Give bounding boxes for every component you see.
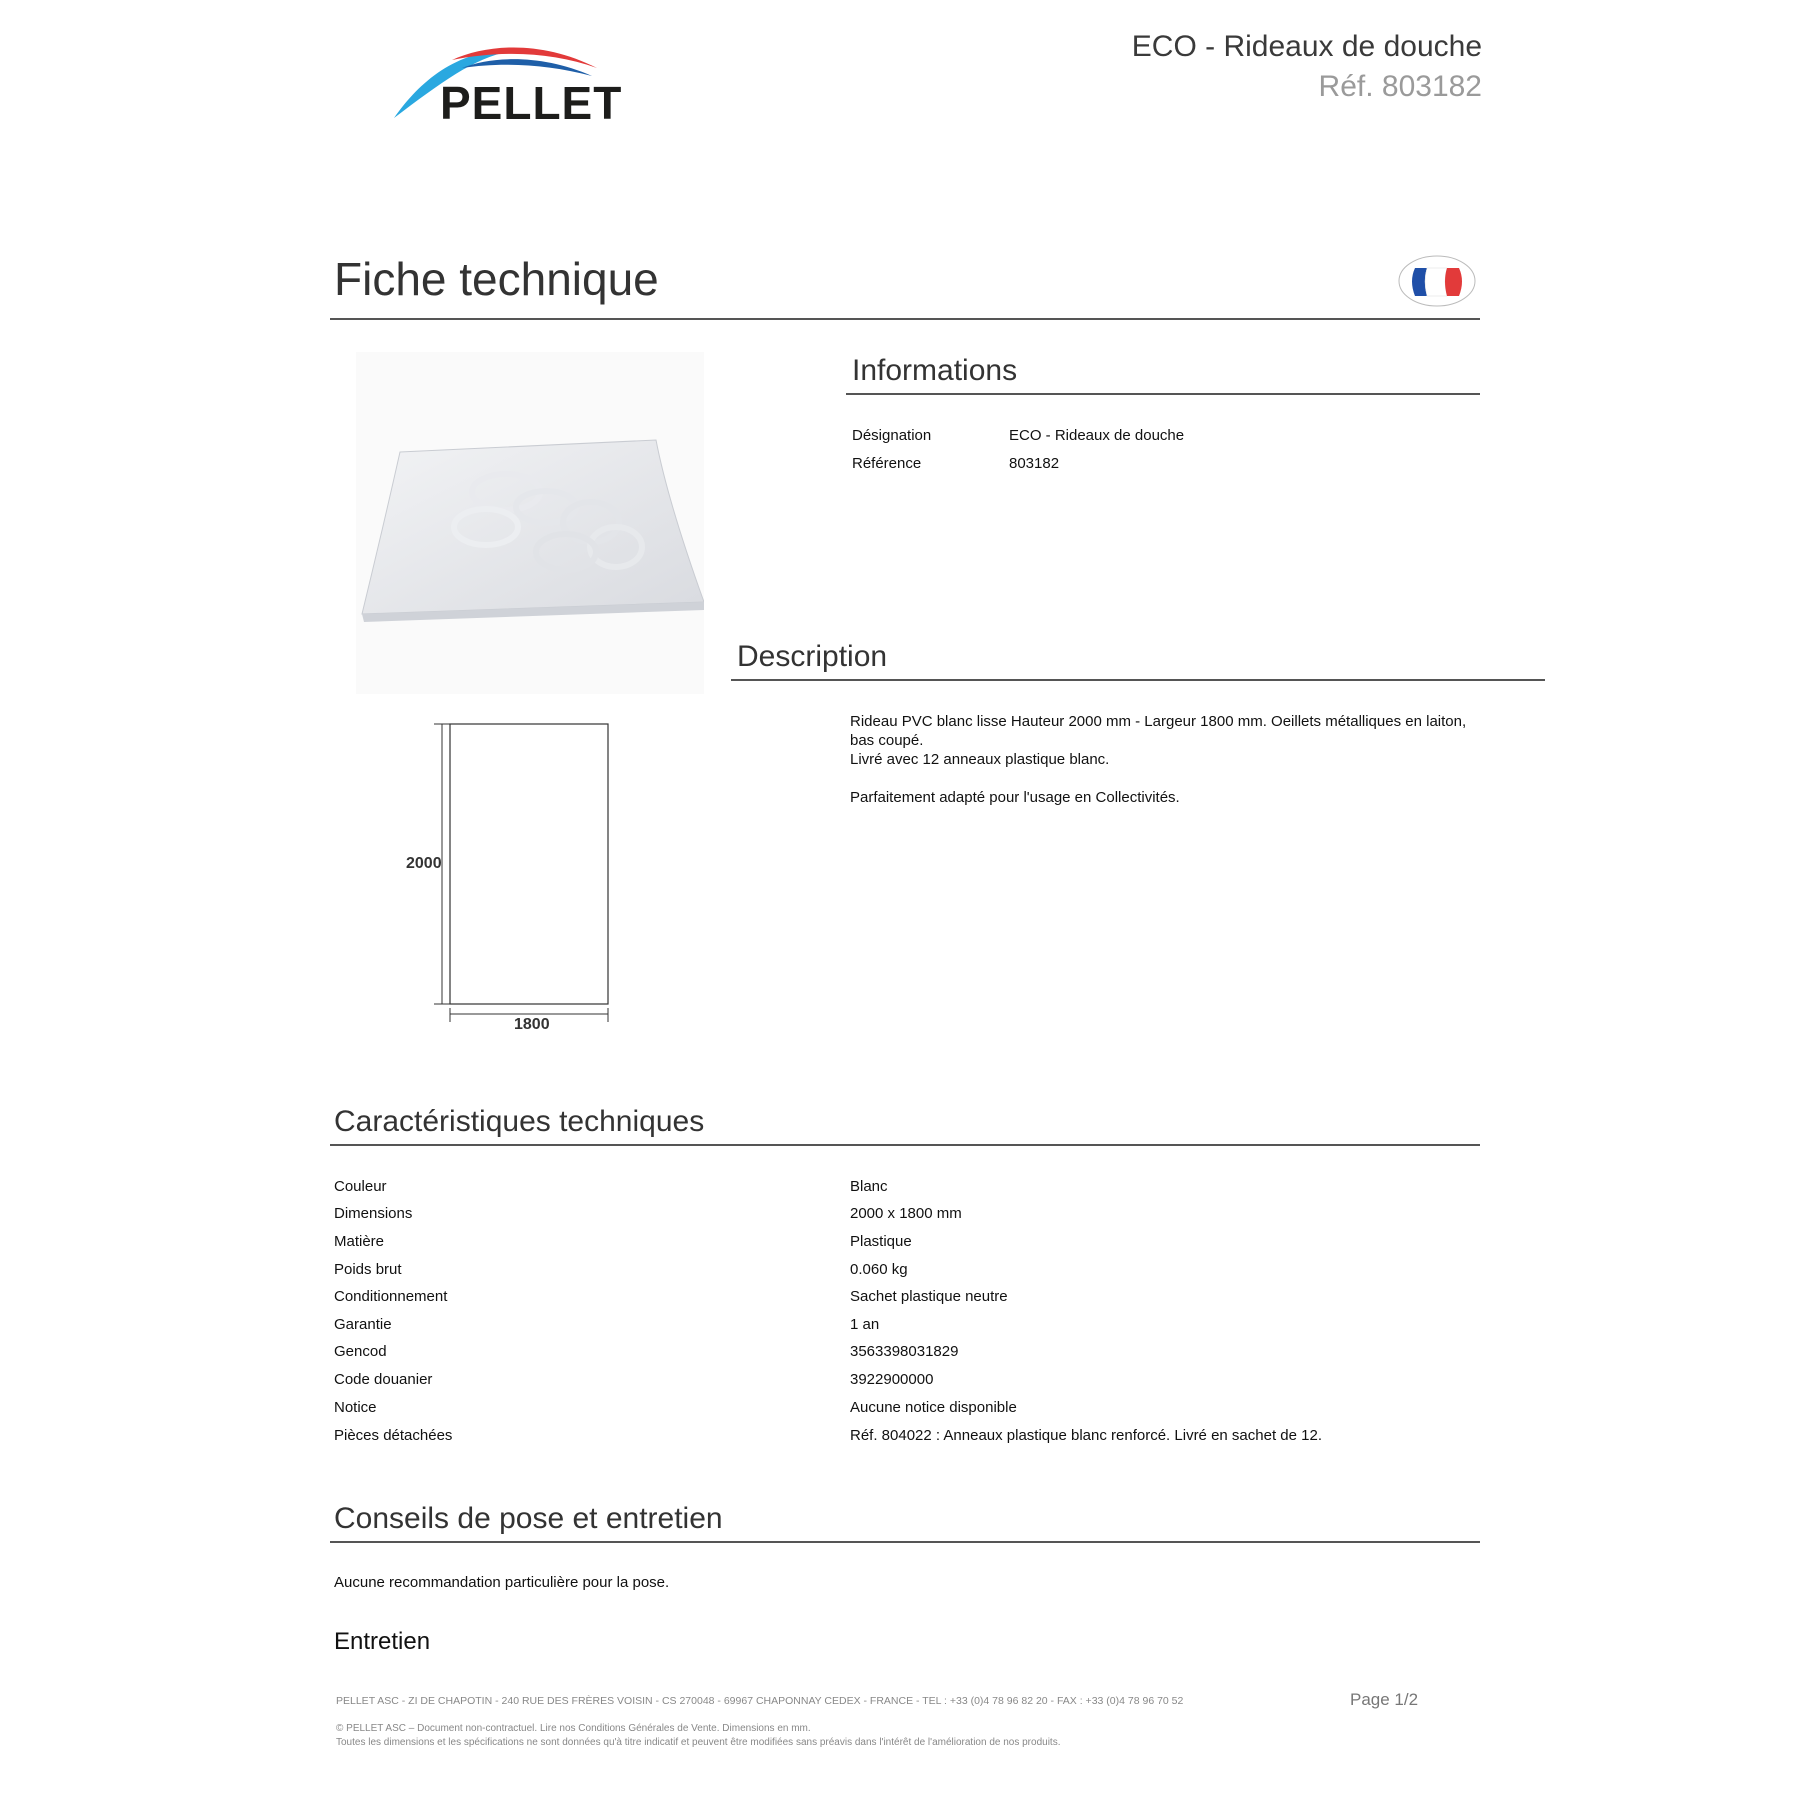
shower-curtain-image <box>356 352 704 694</box>
tech-label: Dimensions <box>334 1205 413 1222</box>
tech-value: 1 an <box>850 1316 880 1333</box>
info-label-reference: Référence <box>852 455 922 472</box>
tech-value: 0.060 kg <box>850 1261 908 1278</box>
tech-label: Matière <box>334 1233 385 1250</box>
description-line: Parfaitement adapté pour l'usage en Collectivités. <box>850 789 1180 806</box>
page-title: Fiche technique <box>334 253 659 305</box>
tech-value: Aucune notice disponible <box>850 1399 1017 1416</box>
tech-row <box>334 1288 1484 1308</box>
tech-label: Poids brut <box>334 1261 402 1278</box>
conseils-title: Conseils de pose et entretien <box>334 1502 723 1535</box>
tech-value: 3922900000 <box>850 1371 934 1388</box>
tech-label: Gencod <box>334 1343 387 1360</box>
tech-row <box>334 1427 1484 1447</box>
tech-value: Réf. 804022 : Anneaux plastique blanc renforcé. Livré en sachet de 12. <box>850 1427 1322 1444</box>
fabrication-francaise-badge <box>1397 254 1477 308</box>
title-divider <box>330 318 1480 320</box>
header-product-title: ECO - Rideaux de douche <box>1131 30 1482 63</box>
info-value-designation: ECO - Rideaux de douche <box>1009 427 1185 444</box>
tech-label: Code douanier <box>334 1371 433 1388</box>
width-label: 1800 <box>514 1016 550 1033</box>
tech-value: Blanc <box>850 1178 888 1195</box>
pellet-logo <box>392 38 642 128</box>
informations-divider <box>846 393 1480 395</box>
tech-row <box>334 1205 1484 1225</box>
french-flag-icon <box>1397 254 1477 308</box>
tech-row <box>334 1371 1484 1391</box>
height-label: 2000 <box>406 855 442 872</box>
footer-legal-line: Toutes les dimensions et les spécifications ne sont données qu'à titre indicatif et peuvent être modifiées sans préavis dans l'intérêt de l'amélioration de nos produits. <box>336 1737 1061 1748</box>
header-reference: Réf. 803182 <box>1318 70 1482 103</box>
footer-legal-line: © PELLET ASC – Document non-contractuel. Lire nos Conditions Générales de Vente. Dimensions en mm. <box>336 1723 811 1734</box>
product-image <box>356 352 704 694</box>
entretien-subtitle: Entretien <box>334 1628 431 1655</box>
tech-row <box>334 1178 1484 1198</box>
tech-row <box>334 1343 1484 1363</box>
tech-row <box>334 1316 1484 1336</box>
dimension-drawing <box>398 710 628 1033</box>
description-line: Livré avec 12 anneaux plastique blanc. <box>850 751 1110 768</box>
conseils-text: Aucune recommandation particulière pour la pose. <box>334 1574 670 1591</box>
page-number: Page 1/2 <box>1350 1690 1419 1709</box>
tech-label: Notice <box>334 1399 377 1416</box>
footer-address: PELLET ASC - ZI DE CHAPOTIN - 240 RUE DES FRÈRES VOISIN - CS 270048 - 69967 CHAPONNAY CEDEX - FRANCE - TEL : +33 (0)4 78 96 82 20 - FAX : +33 (0)4 78 96 70 52 <box>336 1695 1184 1707</box>
curtain-outline <box>450 724 608 1004</box>
tech-label: Couleur <box>334 1178 387 1195</box>
tech-row <box>334 1261 1484 1281</box>
info-label-designation: Désignation <box>852 427 932 444</box>
tech-label: Conditionnement <box>334 1288 448 1305</box>
conseils-divider <box>330 1541 1480 1543</box>
tech-value: Sachet plastique neutre <box>850 1288 1008 1305</box>
tech-value: 3563398031829 <box>850 1343 959 1360</box>
tech-label: Pièces détachées <box>334 1427 453 1444</box>
description-line <box>850 769 1480 788</box>
description-line: Rideau PVC blanc lisse Hauteur 2000 mm - Largeur 1800 mm. Oeillets métalliques en laiton, bas coupé. <box>850 713 1467 749</box>
tech-label: Garantie <box>334 1316 392 1333</box>
informations-title: Informations <box>852 354 1018 387</box>
caracteristiques-title: Caractéristiques techniques <box>334 1105 705 1138</box>
tech-value: Plastique <box>850 1233 912 1250</box>
description-title: Description <box>737 640 888 673</box>
tech-row <box>334 1233 1484 1253</box>
description-text <box>850 712 1480 807</box>
tech-row <box>334 1399 1484 1419</box>
tech-value: 2000 x 1800 mm <box>850 1205 962 1222</box>
brand-name: PELLET <box>440 77 623 129</box>
caracteristiques-divider <box>330 1144 1480 1146</box>
description-divider <box>731 679 1545 681</box>
info-value-reference: 803182 <box>1009 455 1060 472</box>
footer-legal <box>336 1722 1060 1750</box>
